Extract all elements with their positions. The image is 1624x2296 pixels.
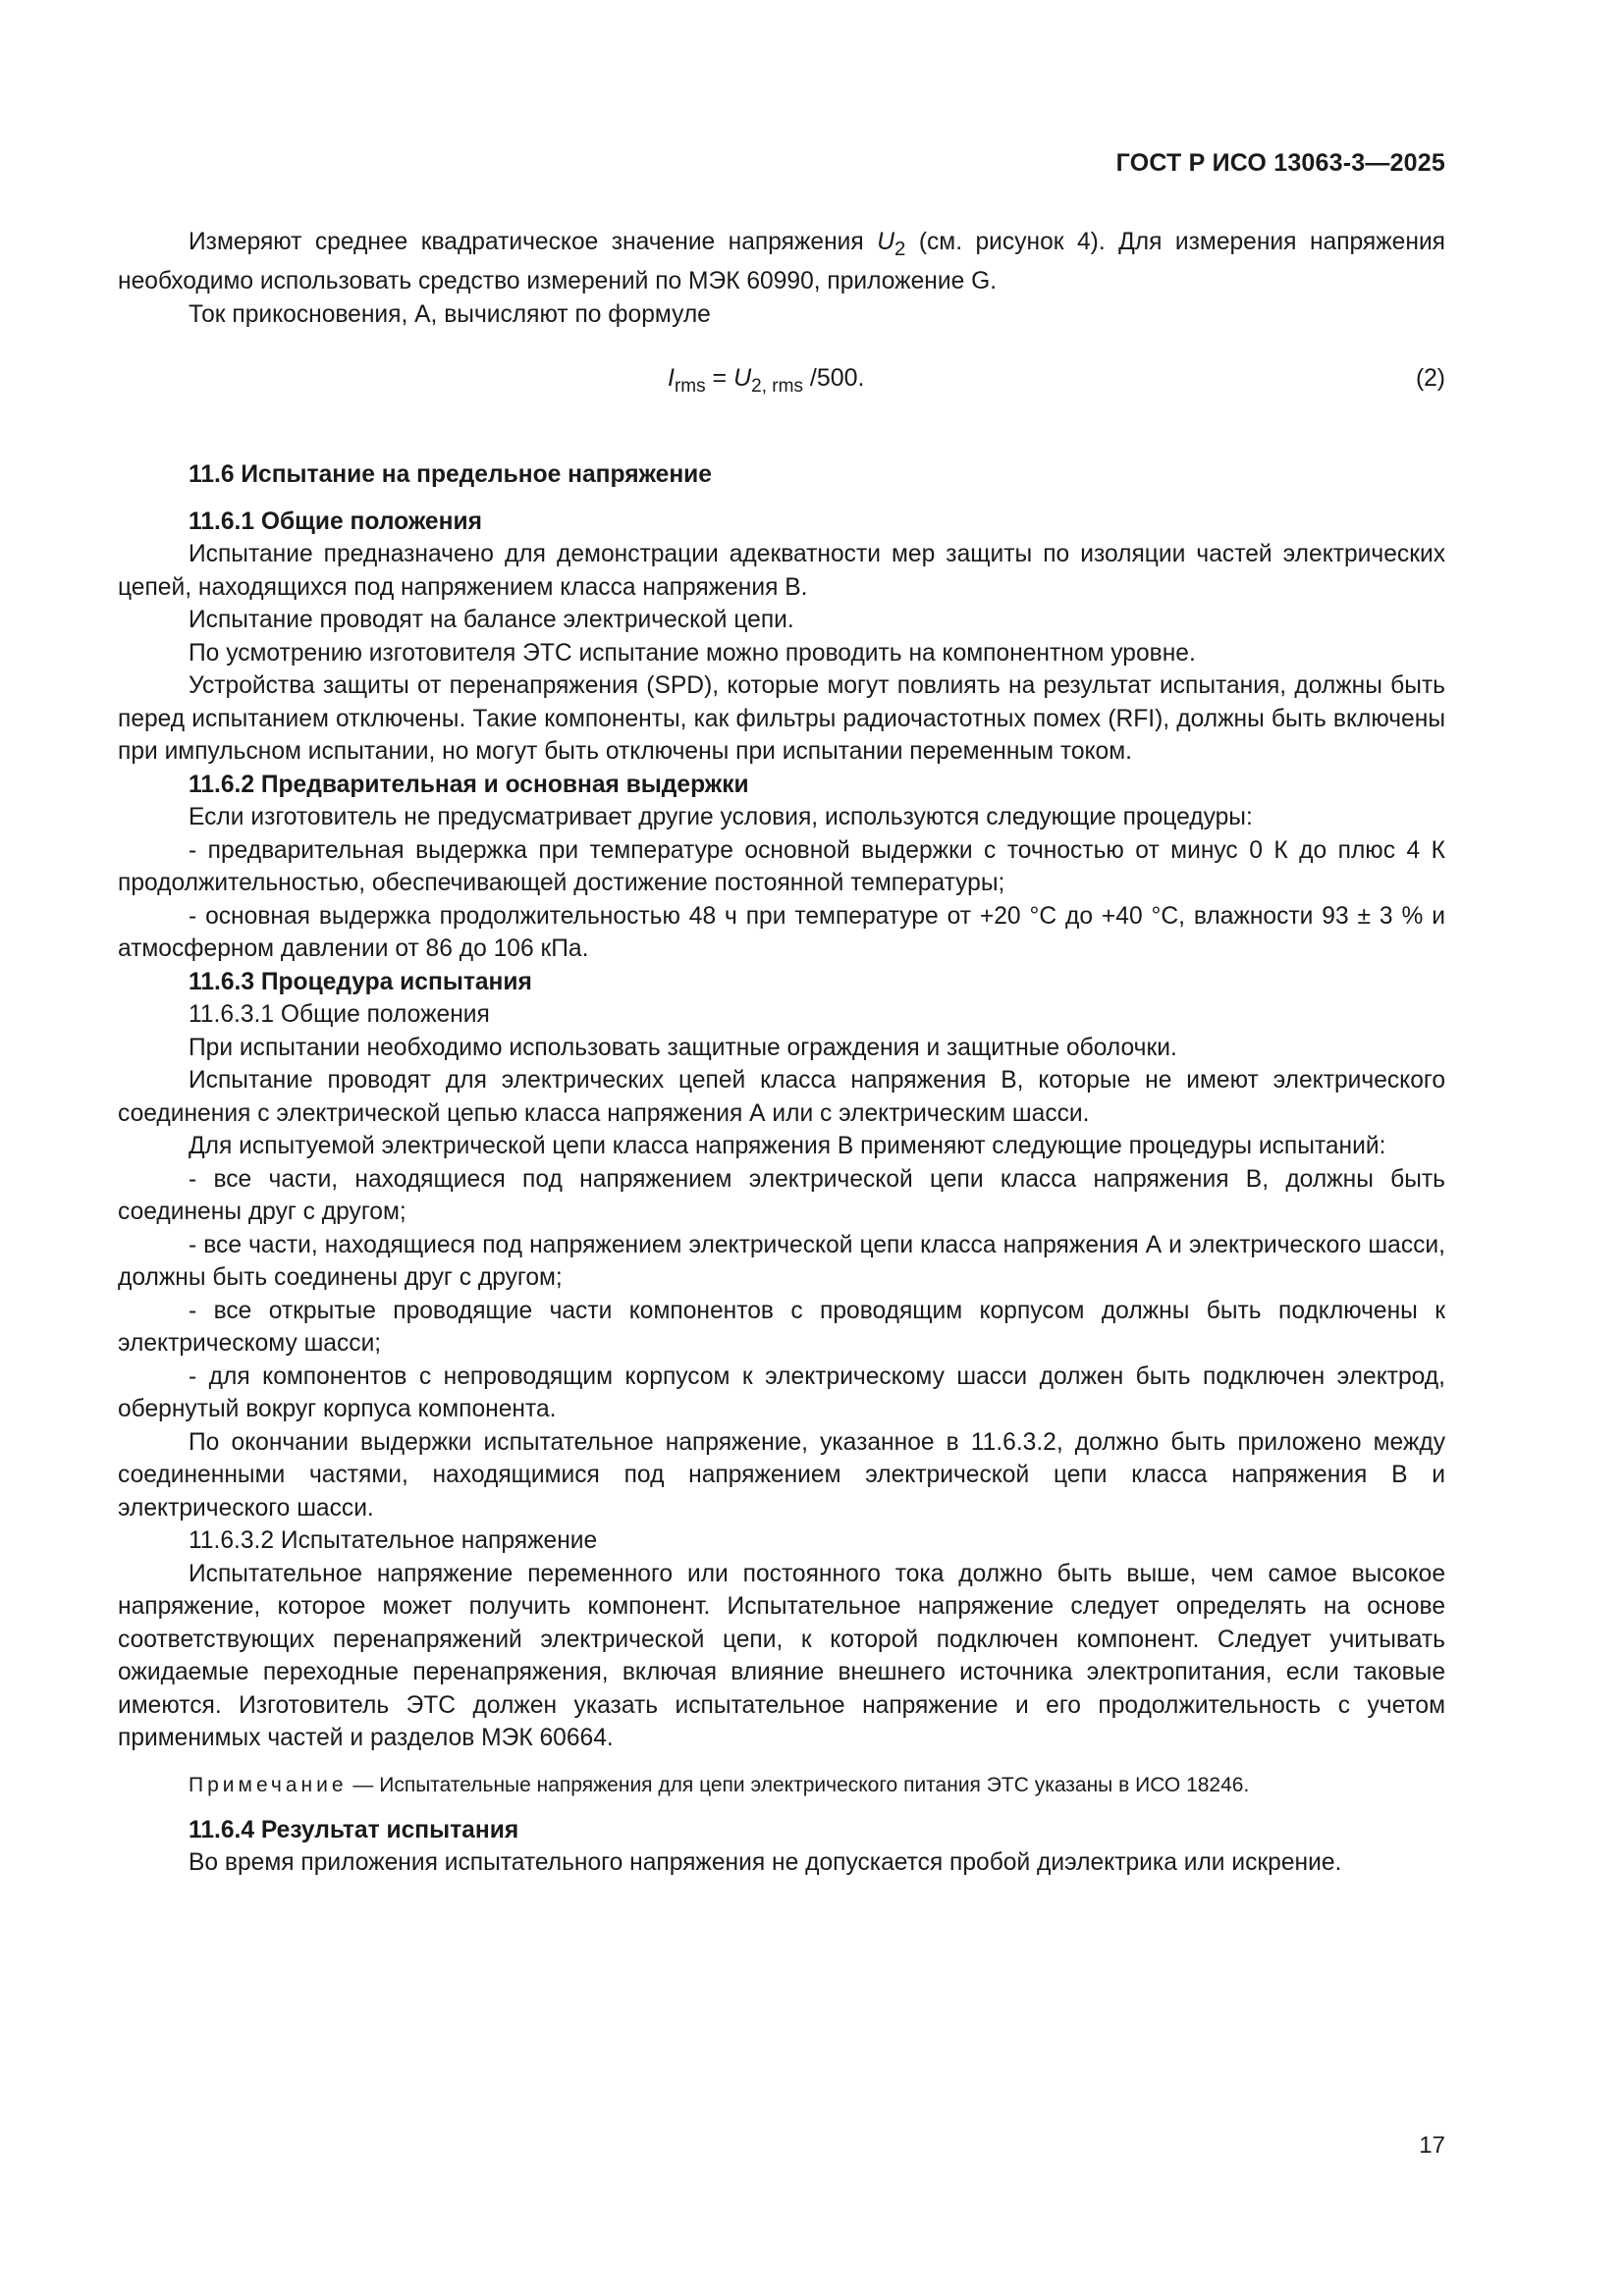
paragraph: По усмотрению изготовителя ЭТС испытание можно проводить на компонентном уровне. bbox=[189, 639, 1196, 667]
standard-header: ГОСТ Р ИСО 13063-3—2025 bbox=[1115, 149, 1445, 177]
section-11-6-3-title: 11.6.3 Процедура испытания bbox=[189, 968, 532, 995]
note bbox=[118, 1771, 1445, 1800]
paragraph: Испытание проводят на балансе электрической цепи. bbox=[189, 607, 794, 634]
paragraph: Если изготовитель не предусматривает другие условия, используются следующие процедуры: bbox=[189, 804, 1253, 831]
paragraph: Испытание проводят для электрических цепей класса напряжения В, которые не имеют электрического соединения с электрической цепью класса напряжения А или с электрическим шасси. bbox=[118, 1067, 1445, 1127]
formula-number: (2) bbox=[1415, 365, 1445, 393]
formula-expression: $I_{rms} = U_{2, rms}$ /500. bbox=[668, 364, 865, 398]
page-content bbox=[118, 226, 1445, 1880]
list-item: - все открытые проводящие части компонентов с проводящим корпусом должны быть подключены к электрическому шасси; bbox=[118, 1297, 1445, 1358]
list-item: - все части, находящиеся под напряжением электрической цепи класса напряжения А и электрического шасси, должны быть соединены друг с другом; bbox=[118, 1231, 1445, 1292]
formula-2 bbox=[118, 354, 1445, 409]
note-label: Примечание bbox=[189, 1773, 348, 1796]
note-text: — Испытательные напряжения для цепи электрического питания ЭТС указаны в ИСО 18246. bbox=[347, 1773, 1250, 1796]
section-11-6-4-title: 11.6.4 Результат испытания bbox=[189, 1816, 519, 1843]
page-number: 17 bbox=[1419, 2132, 1445, 2159]
paragraph: По окончании выдержки испытательное напряжение, указанное в 11.6.3.2, должно быть приложено между соединенными частями, находящимися под напряжением электрической цепи класса напряжения В и электрического шасси. bbox=[118, 1428, 1445, 1522]
intro-paragraph-1: Измеряют среднее квадратическое значение напряжения $U_2$ (см. рисунок 4). Для измерения напряжения необходимо использовать средство измерений по МЭК 60990, приложение G. bbox=[118, 229, 1446, 295]
subsection-11-6-3-2-title: 11.6.3.2 Испытательное напряжение bbox=[189, 1527, 598, 1555]
section-11-6-2-title: 11.6.2 Предварительная и основная выдержки bbox=[189, 771, 749, 798]
paragraph: Испытание предназначено для демонстрации адекватности мер защиты по изоляции частей электрических цепей, находящихся под напряжением класса напряжения В. bbox=[118, 541, 1445, 601]
list-item: - для компонентов с непроводящим корпусом к электрическому шасси должен быть подключен электрод, обернутый вокруг корпуса компонента. bbox=[118, 1362, 1445, 1423]
section-11-6-title: 11.6 Испытание на предельное напряжение bbox=[189, 461, 712, 489]
subsection-11-6-3-1-title: 11.6.3.1 Общие положения bbox=[189, 1001, 490, 1029]
paragraph: Испытательное напряжение переменного или постоянного тока должно быть выше, чем самое высокое напряжение, которое может получить компонент. Испытательное напряжение следует определять на основе соответствующих перенапряжений электрической цепи, к которой подключен компонент. Следует учитывать ожидаемые переходные перенапряжения, включая влияние внешнего источника электропитания, если таковые имеются. Изготовитель ЭТС должен указать испытательное напряжение и его продолжительность с учетом применимых частей и разделов МЭК 60664. bbox=[118, 1560, 1445, 1752]
section-11-6-1-title: 11.6.1 Общие положения bbox=[189, 507, 482, 535]
paragraph: Во время приложения испытательного напряжения не допускается пробой диэлектрика или искрение. bbox=[189, 1849, 1342, 1877]
list-item: - основная выдержка продолжительностью 48 ч при температуре от +20 °C до +40 °C, влажности 93 ± 3 % и атмосферном давлении от 86 до 106 кПа. bbox=[118, 902, 1445, 963]
list-item: - предварительная выдержка при температуре основной выдержки с точностью от минус 0 К до плюс 4 К продолжительностью, обеспечивающей достижение постоянной температуры; bbox=[118, 836, 1445, 897]
intro-paragraph-2: Ток прикосновения, А, вычисляют по формуле bbox=[189, 300, 711, 328]
paragraph: При испытании необходимо использовать защитные ограждения и защитные оболочки. bbox=[189, 1034, 1177, 1061]
paragraph: Устройства защиты от перенапряжения (SPD), которые могут повлиять на результат испытания, должны быть перед испытанием отключены. Такие компоненты, как фильтры радиочастотных помех (RFI), должны быть включены при импульсном испытании, но могут быть отключены при испытании переменным током. bbox=[118, 672, 1445, 766]
list-item: - все части, находящиеся под напряжением электрической цепи класса напряжения В, должны быть соединены друг с другом; bbox=[118, 1165, 1445, 1226]
paragraph: Для испытуемой электрической цепи класса напряжения В применяют следующие процедуры испытаний: bbox=[189, 1133, 1386, 1160]
